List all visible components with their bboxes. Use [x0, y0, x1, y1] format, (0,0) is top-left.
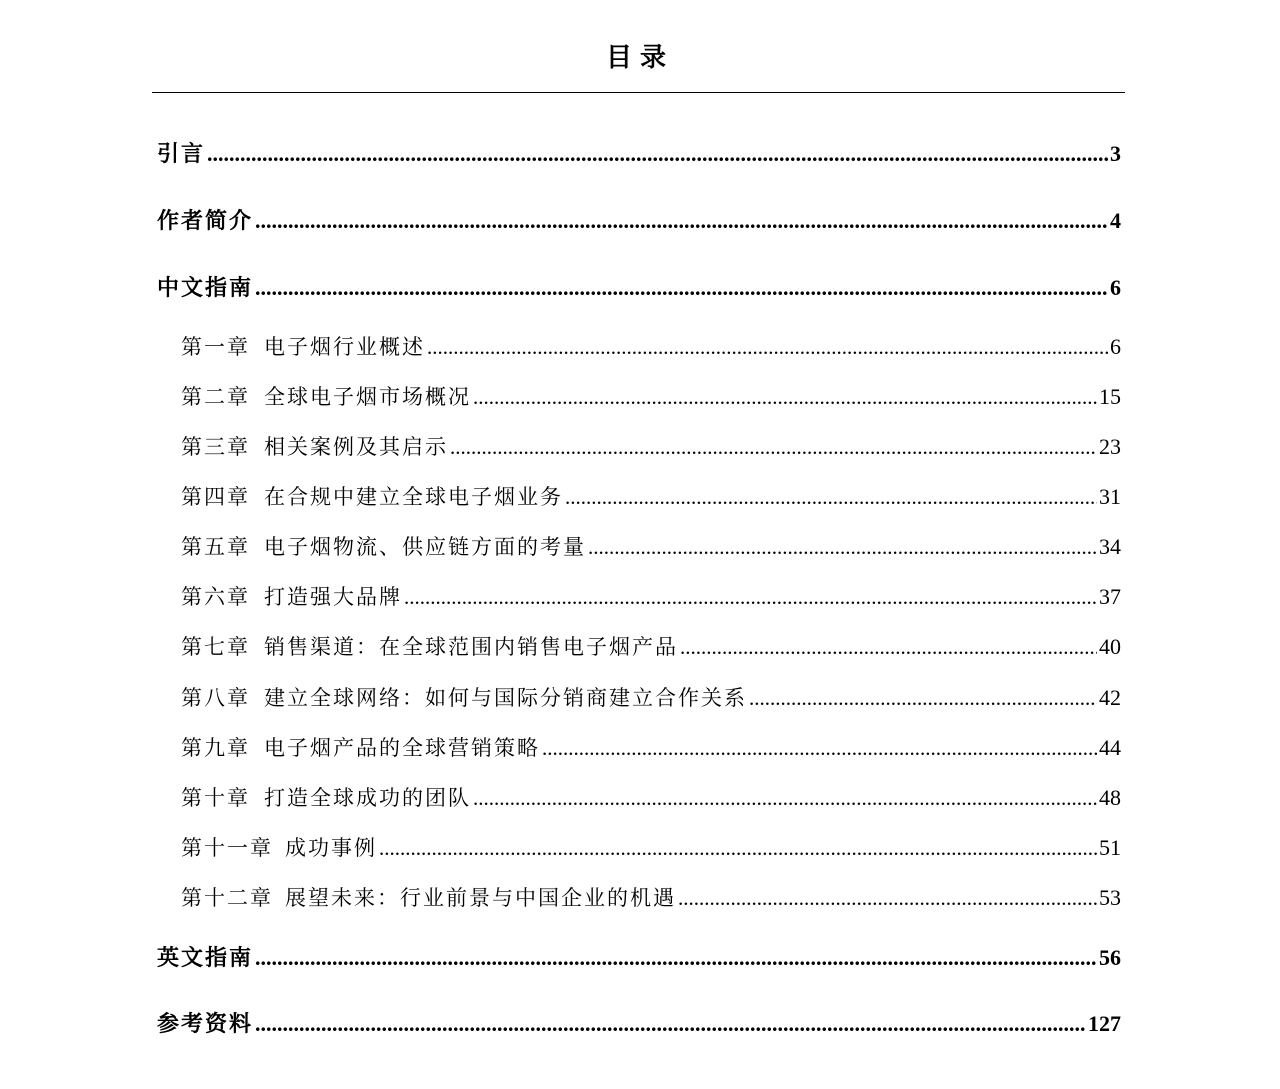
toc-page-number: 31 — [1099, 484, 1121, 509]
toc-entry-chapter-6[interactable] — [181, 582, 1121, 612]
toc-entry-title: 打造全球成功的团队 — [264, 786, 471, 810]
toc-page-number: 15 — [1099, 384, 1121, 409]
toc-entry-title: 打造强大品牌 — [264, 585, 402, 609]
toc-entry-title: 全球电子烟市场概况 — [264, 385, 471, 409]
toc-leader-dots — [427, 332, 1108, 362]
toc-leader-dots — [749, 683, 1097, 713]
toc-leader-dots — [588, 532, 1097, 562]
toc-chapter-number: 第八章 — [181, 686, 250, 710]
toc-leader-dots — [450, 432, 1097, 462]
toc-chapter-number: 第六章 — [181, 585, 250, 609]
toc-leader-dots — [255, 1009, 1086, 1039]
toc-entry-title: 英文指南 — [157, 945, 254, 971]
toc-entry-chapter-7[interactable] — [181, 632, 1121, 662]
toc-entry-title: 在合规中建立全球电子烟业务 — [264, 485, 563, 509]
toc-leader-dots — [404, 582, 1097, 612]
toc-entry-title: 参考资料 — [157, 1011, 254, 1037]
toc-leader-dots — [473, 783, 1097, 813]
toc-page-number: 56 — [1099, 945, 1121, 970]
toc-page-number: 23 — [1099, 434, 1121, 459]
toc-chapter-number: 第十章 — [181, 786, 250, 810]
toc-entry-chapter-2[interactable] — [181, 382, 1121, 412]
toc-entry-chapter-3[interactable] — [181, 432, 1121, 462]
toc-entry-references[interactable] — [157, 1009, 1121, 1039]
toc-chapter-number: 第五章 — [181, 535, 250, 559]
toc-entry-chapter-10[interactable] — [181, 783, 1121, 813]
toc-entry-chapter-1[interactable] — [181, 332, 1121, 362]
toc-page-number: 48 — [1099, 785, 1121, 810]
toc-entry-chapter-4[interactable] — [181, 482, 1121, 512]
toc-chapter-number: 第十二章 — [181, 886, 273, 910]
toc-chapter-number: 第三章 — [181, 435, 250, 459]
toc-entry-title: 成功事例 — [285, 836, 377, 860]
toc-page-number: 44 — [1099, 735, 1121, 760]
toc-entry-chapter-5[interactable] — [181, 532, 1121, 562]
toc-entry-chinese-guide[interactable] — [157, 273, 1121, 303]
toc-entry-intro[interactable] — [157, 139, 1121, 169]
page-title: 目录 — [605, 43, 674, 73]
toc-entry-chapter-8[interactable] — [181, 683, 1121, 713]
toc-entry-title: 引言 — [157, 141, 206, 167]
toc-page-number: 40 — [1099, 634, 1121, 659]
toc-entry-title: 展望未来：行业前景与中国企业的机遇 — [285, 886, 676, 910]
toc-entry-author[interactable] — [157, 206, 1121, 236]
toc-entry-title: 电子烟行业概述 — [264, 335, 425, 359]
toc-page-number: 3 — [1110, 141, 1121, 166]
toc-leader-dots — [255, 206, 1108, 236]
toc-chapter-number: 第十一章 — [181, 836, 273, 860]
toc-leader-dots — [565, 482, 1097, 512]
toc-leader-dots — [255, 273, 1108, 303]
toc-leader-dots — [255, 943, 1097, 973]
toc-entry-title: 电子烟物流、供应链方面的考量 — [264, 535, 586, 559]
title-divider — [152, 92, 1125, 93]
toc-entry-title: 作者简介 — [157, 208, 254, 234]
toc-chapter-number: 第七章 — [181, 635, 250, 659]
toc-leader-dots — [207, 139, 1108, 169]
toc-page-number: 51 — [1099, 835, 1121, 860]
toc-chapter-number: 第九章 — [181, 736, 250, 760]
toc-leader-dots — [542, 733, 1097, 763]
toc-leader-dots — [473, 382, 1097, 412]
toc-page-number: 6 — [1110, 275, 1121, 300]
toc-entry-title: 建立全球网络：如何与国际分销商建立合作关系 — [264, 686, 747, 710]
toc-page-number: 127 — [1088, 1011, 1121, 1036]
toc-entry-title: 电子烟产品的全球营销策略 — [264, 736, 540, 760]
toc-page-number: 53 — [1099, 885, 1121, 910]
toc-leader-dots — [678, 883, 1097, 913]
toc-page-number: 6 — [1110, 334, 1121, 359]
toc-page-number: 42 — [1099, 685, 1121, 710]
toc-chapter-number: 第四章 — [181, 485, 250, 509]
toc-chapter-number: 第一章 — [181, 335, 250, 359]
toc-entry-title: 销售渠道：在全球范围内销售电子烟产品 — [264, 635, 678, 659]
toc-page-number: 37 — [1099, 584, 1121, 609]
toc-entry-chapter-12[interactable] — [181, 883, 1121, 913]
toc-entry-title: 相关案例及其启示 — [264, 435, 448, 459]
toc-entry-chapter-9[interactable] — [181, 733, 1121, 763]
toc-entry-english-guide[interactable] — [157, 943, 1121, 973]
toc-page-number: 4 — [1110, 208, 1121, 233]
toc-leader-dots — [680, 632, 1097, 662]
toc-entry-title: 中文指南 — [157, 275, 254, 301]
toc-page-number: 34 — [1099, 534, 1121, 559]
toc-leader-dots — [379, 833, 1097, 863]
toc-chapter-number: 第二章 — [181, 385, 250, 409]
toc-entry-chapter-11[interactable] — [181, 833, 1121, 863]
